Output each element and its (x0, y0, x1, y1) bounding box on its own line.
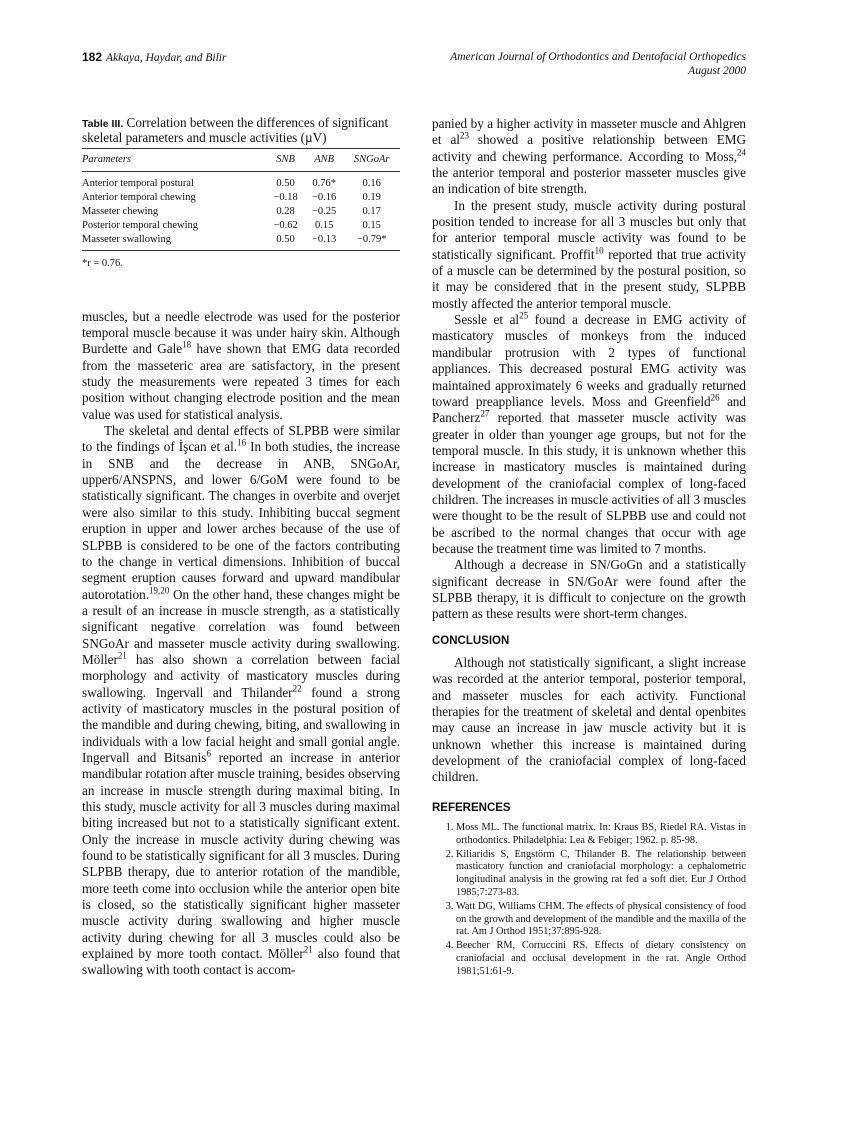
citation-superscript: 25 (519, 310, 529, 321)
table-cell: Posterior temporal chewing (82, 220, 199, 232)
citation-superscript: 22 (292, 683, 302, 694)
text-span: and Pancherz (432, 393, 746, 426)
reference-item: 4. Beecher RM, Corruccini RS. Effects of dietary consistency on craniofacial and occlusal development in the rat. Angle Orthod 1981;51:61-9. (456, 940, 746, 978)
table-cell: 0.15 (362, 220, 381, 232)
table-cell: 0.19 (362, 192, 381, 204)
table-row (82, 233, 400, 251)
right-column (432, 116, 746, 980)
text-span: found a decrease in EMG activity of masticatory muscles of monkeys from the induced mandibular protrusion with 2 types of functional appliances. This decreased postural EMG activity was maintained approximately 6 weeks and gradually returned toward preappliance levels. Moss and Greenfield (432, 312, 746, 409)
body-paragraph (432, 198, 746, 312)
text-span: reported that masseter muscle activity was greater in older than younger age groups, but not for the temporal muscle. In this study, it is unknown whether this increase in masticatory muscles is maintained during development of the craniofacial complex of long-faced children. The increases in muscle activities of all 3 muscles were thought to be the result of SLPBB use and could not be ascribed to the normal changes that occur with age because the treatment time was limited to 7 months. (432, 410, 746, 556)
text-span: The skeletal and dental effects of SLPBB were similar to the findings of İşcan et al. (82, 423, 400, 455)
running-header-right (450, 50, 746, 78)
left-column (82, 116, 400, 979)
left-body-text (82, 309, 400, 979)
table-cell: 0.16 (362, 178, 381, 190)
column-header: Parameters (82, 149, 266, 172)
table-caption (82, 116, 400, 145)
reference-item: 2. Kiliaridis S, Engstörm C, Thilander B. The relationship between masticatory function and craniofacial morphology: a cephalometric longitudinal analysis in the growing rat fed a soft diet. Eur J Orthod 1985;7:273-83. (456, 849, 746, 900)
table-cell: −0.18 (273, 192, 298, 204)
table-cell: 0.50 (276, 178, 295, 190)
conclusion-text: Although not statistically significant, a slight increase was recorded at the anterior temporal, posterior temporal, and masseter muscles for each activity. Functional therapies for the treatment of skeletal and dental openbites may cause an increase in jaw muscle activity but it is unknown whether this increase is maintained during development of the craniofacial complex of long-faced children. (432, 655, 746, 785)
text-span: In the present study, muscle activity during postural position tended to increase for all 3 muscles but only that for anterior temporal muscle activity was found to be statistically significant. Proffit (432, 197, 746, 262)
table-cell: Anterior temporal chewing (82, 192, 196, 204)
body-paragraph (82, 423, 400, 979)
table-cell: 0.17 (362, 206, 381, 218)
citation-superscript: 18 (182, 339, 192, 350)
right-body-text (432, 116, 746, 623)
text-span: muscles, but a needle electrode was used for the posterior temporal muscle because it was under hairy skin. Although Burdette and Gale (82, 308, 400, 357)
text-span: reported an increase in anterior mandibular rotation after muscle training, besides observing an increase in muscle strength during maximal biting. In this study, muscle activity for all 3 muscles during maximal biting increased but not to a statistically significant extent. Only the increase in muscle activity during chewing was found to be statistically significant for all 3 muscles. During SLPBB therapy, due to anterior rotation of the mandible, more teeth come into occlusion while the anterior open bite is closed, so the statistically significant higher masseter muscle activity during swallowing and higher muscle activity during chewing for all 3 muscles could also be explained by more tooth contact. Möller (82, 749, 401, 962)
table-cell: −0.13 (305, 233, 344, 251)
conclusion-heading: CONCLUSION (432, 634, 510, 647)
table-caption-text: Correlation between the differences of significant skeletal parameters and muscle activities (µV) (82, 115, 389, 145)
references-heading: REFERENCES (432, 801, 511, 814)
reference-list (432, 822, 746, 979)
table-row (82, 205, 400, 219)
column-header: SNB (266, 149, 305, 172)
table-row (82, 219, 400, 233)
text-span: found a strong activity of masticatory muscles in the postural position of the mandible and during chewing, biting, and swallowing in individuals with a low facial height and small gonial angle. Ingervall and Bitsanis (82, 684, 400, 765)
body-paragraph (432, 557, 746, 622)
text-span: also found that swallowing with tooth contact is accom- (82, 946, 400, 978)
citation-superscript: 6 (206, 748, 211, 759)
table-cell: −0.79* (343, 233, 400, 251)
body-paragraph (82, 309, 400, 423)
authors: Akkaya, Haydar, and Bilir (106, 52, 227, 64)
correlation-table (82, 148, 400, 251)
table-cell: 0.50 (266, 233, 305, 251)
citation-superscript: 27 (480, 408, 490, 419)
text-span: showed a positive relationship between EMG activity and chewing performance. According to Moss, (432, 132, 746, 164)
table-cell: Masseter chewing (82, 206, 159, 218)
column-header: ANB (305, 149, 344, 172)
citation-superscript: 21 (303, 944, 313, 955)
table-cell: 0.15 (314, 220, 334, 232)
body-paragraph (432, 312, 746, 557)
body-paragraph (432, 116, 746, 198)
citation-superscript: 23 (459, 130, 469, 141)
table-cell: 0.28 (276, 206, 295, 218)
table-cell: Anterior temporal postural (82, 178, 194, 190)
table-cell: −0.25 (312, 206, 337, 218)
issue-date: August 2000 (688, 65, 746, 77)
table-label: Table III. (82, 118, 124, 130)
table-cell: 0.76* (312, 178, 336, 190)
reference-item: 1. Moss ML. The functional matrix. In: Kraus BS, Riedel RA. Vistas in orthodontics. Philadelphia: Lea & Febiger; 1962. p. 85-98. (456, 822, 746, 848)
citation-superscript: 21 (117, 650, 127, 661)
table-cell: −0.16 (312, 192, 337, 204)
citation-superscript: 16 (237, 438, 247, 449)
reference-item: 3. Watt DG, Williams CHM. The effects of physical consistency of food on the growth and development of the mandible and the maxilla of the rat. Am J Orthod 1951;37:895-928. (456, 901, 746, 939)
text-span: Sessle et al (454, 312, 520, 328)
page-number: 182 (82, 50, 103, 64)
text-span: have shown that EMG data recorded from the masseteric area are satisfactory, in the present study the measurements were repeated 3 times for each position without changing electrode position and the mean value was used for statistical analysis. (82, 341, 400, 422)
text-span: In both studies, the increase in SNB and the decrease in ANB, SNGoAr, upper6/ANSPNS, and lower 6/GoM were found to be statistically significant. The changes in overbite and overjet were also similar to this study. Inhibiting buccal segment eruption in upper and lower arches because of the use of SLPBB is considered to be one of the factors contributing to the change in vertical dimensions. Inhibition of buccal segment eruption causes forward and upward mandibular autorotation. (82, 439, 400, 602)
column-header: SNGoAr (343, 149, 400, 172)
table-row (82, 191, 400, 205)
text-span: the anterior temporal and posterior masseter muscles give an indication of bite strength. (432, 165, 746, 197)
text-span: Although a decrease in SN/GoGn and a statistically significant decrease in SN/GoAr were found after the SLPBB therapy, it is difficult to conjecture on the growth pattern as these results were short-term changes. (432, 557, 746, 622)
table-header-row (82, 149, 400, 172)
text-span: On the other hand, these changes might be a result of an increase in muscle strength, as a statistically significant negative correlation was found between SNGoAr and masseter muscle activity during swallowing. Möller (82, 586, 400, 667)
running-header-left (82, 50, 226, 64)
citation-superscript: 24 (737, 147, 746, 158)
text-span: reported that true activity of a muscle can be determined by the postural position, so it may be considered that in the present study, SLPBB mostly affected the anterior temporal muscle. (432, 246, 746, 311)
text-span: has also shown a correlation between facial morphology and activity of masticatory muscles during swallowing. Ingervall and Thilander (82, 651, 400, 700)
citation-superscript: 10 (594, 245, 604, 256)
table-cell: −0.62 (273, 220, 298, 232)
table-row (82, 172, 400, 192)
text-span: panied by a higher activity in masseter muscle and Ahlgren et al (432, 116, 746, 148)
citation-superscript: 26 (710, 392, 720, 403)
citation-superscript: 19,20 (149, 585, 170, 596)
table-footnote: *r = 0.76. (82, 258, 123, 270)
table-cell: Masseter swallowing (82, 233, 266, 251)
journal-name: American Journal of Orthodontics and Dentofacial Orthopedics (450, 51, 746, 63)
